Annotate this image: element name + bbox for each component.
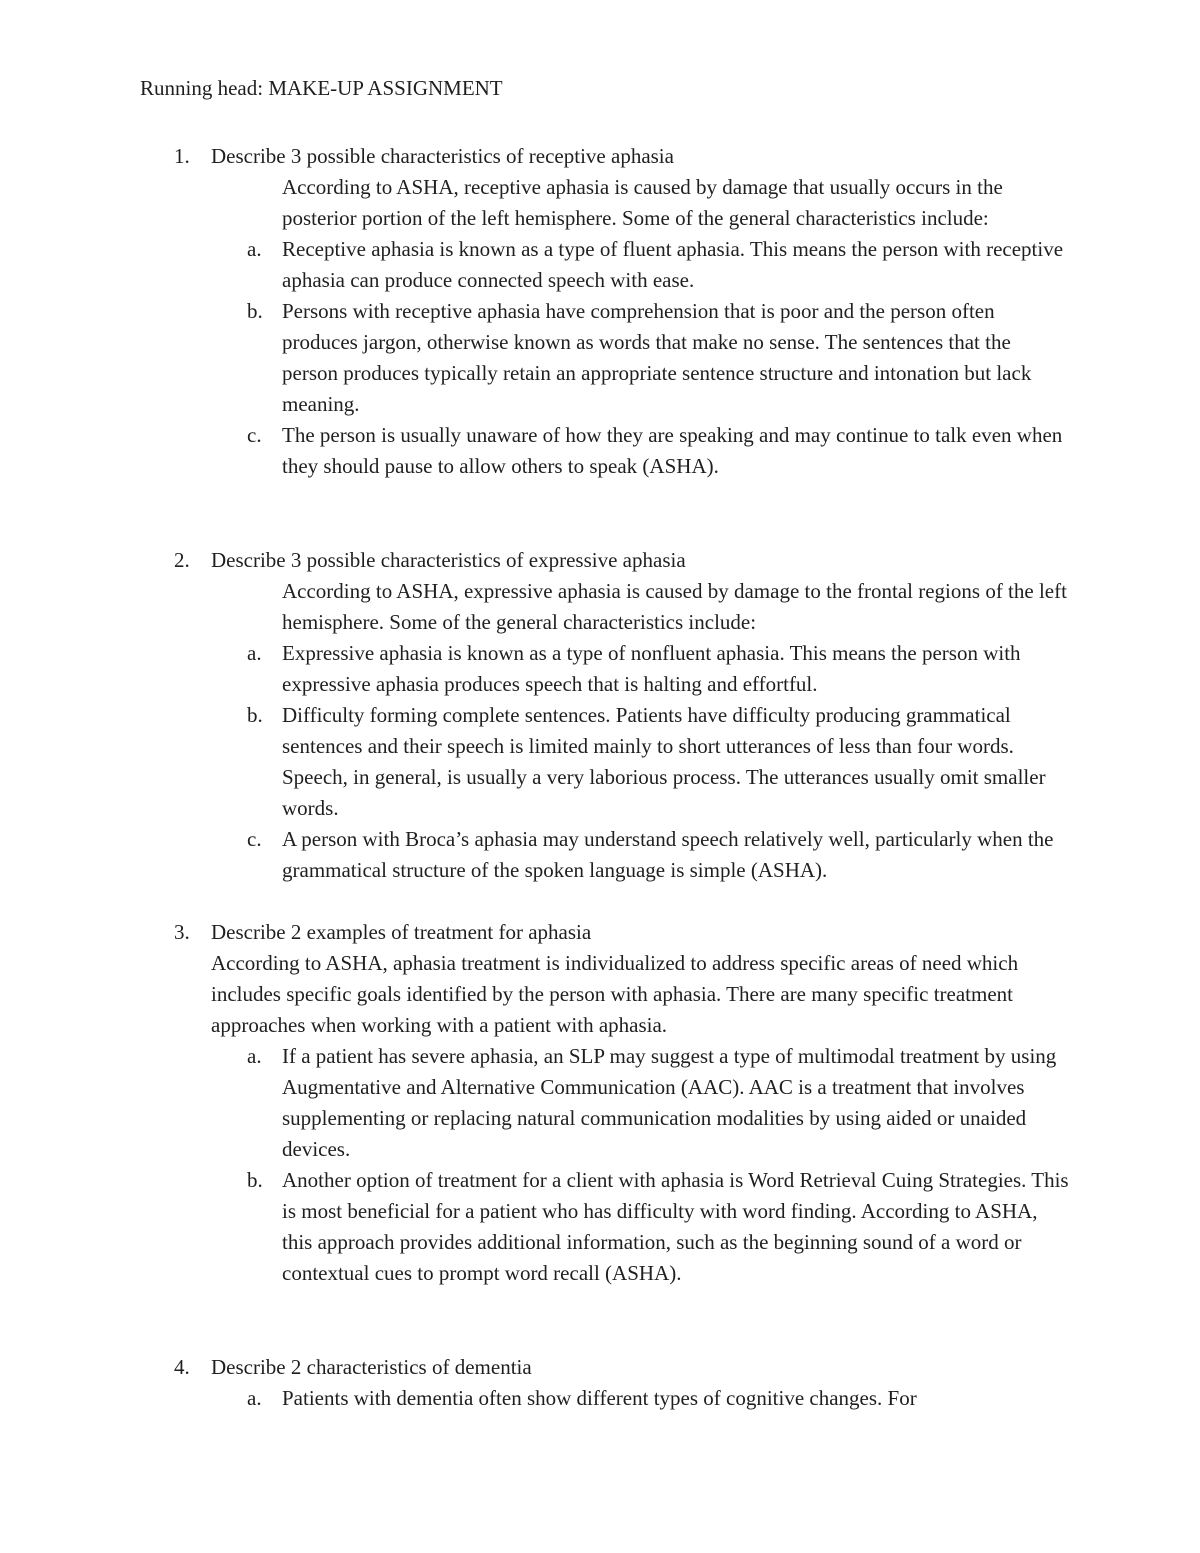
question-1 xyxy=(140,141,1070,482)
list-item-letter: b. xyxy=(247,703,263,727)
list-item xyxy=(247,420,1070,482)
list-item-text: The person is usually unaware of how they are speaking and may continue to talk even when they should pause to allow others to speak (ASHA). xyxy=(282,423,1063,478)
list-item-letter: a. xyxy=(247,1044,262,1068)
list-item-text: Difficulty forming complete sentences. Patients have difficulty producing grammatical sentences and their speech is limited mainly to short utterances of less than four words. Speech, in general, is usually a very laborious process. The utterances usually omit smaller words. xyxy=(282,703,1046,820)
list-item xyxy=(247,234,1070,296)
question-number: 3. xyxy=(174,920,190,944)
question-text: Describe 2 examples of treatment for aphasia xyxy=(211,920,592,944)
question-4 xyxy=(140,1352,1070,1414)
list-item-text: Expressive aphasia is known as a type of nonfluent aphasia. This means the person with expressive aphasia produces speech that is halting and effortful. xyxy=(282,641,1021,696)
list-item-letter: c. xyxy=(247,423,262,447)
question-intro: According to ASHA, aphasia treatment is individualized to address specific areas of need which includes specific goals identified by the person with aphasia. There are many specific treatment approaches when working with a patient with aphasia. xyxy=(211,951,1019,1037)
list-item-text: Patients with dementia often show different types of cognitive changes. For xyxy=(282,1386,917,1410)
question-intro: According to ASHA, expressive aphasia is caused by damage to the frontal regions of the left hemisphere. Some of the general characteristics include: xyxy=(282,579,1067,634)
list-item-letter: b. xyxy=(247,299,263,323)
list-item-letter: a. xyxy=(247,641,262,665)
list-item-text: If a patient has severe aphasia, an SLP may suggest a type of multimodal treatment by using Augmentative and Alternative Communication (AAC). AAC is a treatment that involves supplementing or replacing natural communication modalities by using aided or unaided devices. xyxy=(282,1044,1057,1161)
list-item-text: Another option of treatment for a client with aphasia is Word Retrieval Cuing Strategies. This is most beneficial for a patient who has difficulty with word finding. According to ASHA, this approach provides additional information, such as the beginning sound of a word or contextual cues to prompt word recall (ASHA). xyxy=(282,1168,1069,1285)
list-item xyxy=(247,700,1070,824)
question-heading xyxy=(140,545,1070,576)
question-heading xyxy=(140,1352,1070,1383)
list-item xyxy=(247,638,1070,700)
list-item-letter: c. xyxy=(247,827,262,851)
question-2 xyxy=(140,545,1070,886)
list-item xyxy=(247,824,1070,886)
list-item-letter: a. xyxy=(247,1386,262,1410)
list-item xyxy=(247,1383,1070,1414)
question-intro: According to ASHA, receptive aphasia is caused by damage that usually occurs in the posterior portion of the left hemisphere. Some of the general characteristics include: xyxy=(282,175,1003,230)
running-head: Running head: MAKE-UP ASSIGNMENT xyxy=(140,76,503,100)
question-text: Describe 3 possible characteristics of receptive aphasia xyxy=(211,144,674,168)
list-item-letter: b. xyxy=(247,1168,263,1192)
list-item xyxy=(247,1041,1070,1165)
question-number: 1. xyxy=(174,144,190,168)
list-item-text: A person with Broca’s aphasia may understand speech relatively well, particularly when the grammatical structure of the spoken language is simple (ASHA). xyxy=(282,827,1054,882)
list-item-text: Persons with receptive aphasia have comprehension that is poor and the person often produces jargon, otherwise known as words that make no sense. The sentences that the person produces typically retain an appropriate sentence structure and intonation but lack meaning. xyxy=(282,299,1032,416)
list-item-letter: a. xyxy=(247,237,262,261)
list-item-text: Receptive aphasia is known as a type of fluent aphasia. This means the person with receptive aphasia can produce connected speech with ease. xyxy=(282,237,1064,292)
question-text: Describe 2 characteristics of dementia xyxy=(211,1355,532,1379)
question-3 xyxy=(140,917,1070,1289)
list-item xyxy=(247,296,1070,420)
question-number: 4. xyxy=(174,1355,190,1379)
list-item xyxy=(247,1165,1070,1289)
question-number: 2. xyxy=(174,548,190,572)
question-heading xyxy=(140,141,1070,172)
question-text: Describe 3 possible characteristics of expressive aphasia xyxy=(211,548,686,572)
question-heading xyxy=(140,917,1070,948)
